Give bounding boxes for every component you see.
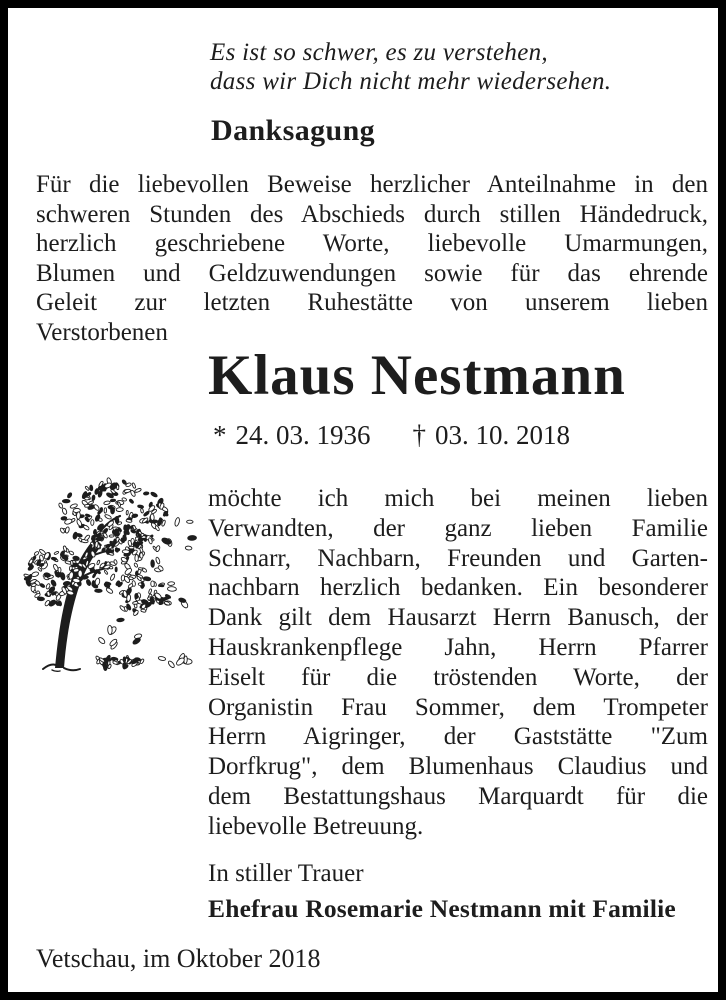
text-line: Dorfkrug", dem Blumenhaus Claudius und	[208, 753, 708, 781]
text-line: Schnarr, Nachbarn, Freunden und Garten-	[208, 544, 708, 572]
intro-paragraph	[36, 170, 708, 347]
thanks-paragraph	[208, 484, 708, 842]
text-line: herzlich geschriebene Worte, liebevolle Umarmungen,	[36, 230, 708, 257]
text-line: Dank gilt dem Hausarzt Herrn Banusch, der	[208, 604, 708, 632]
death-date: 03. 10. 2018	[435, 420, 570, 450]
text-line: schweren Stunden des Abschieds durch stillen Händedruck,	[36, 200, 708, 228]
text-line: liebevolle Betreuung.	[208, 812, 424, 840]
text-line: Blumen und Geldzuwendungen sowie für das ehrende	[36, 259, 708, 287]
closing-line: In stiller Trauer	[208, 860, 364, 887]
text-line: Geleit zur letzten Ruhestätte von unserem lieben	[36, 289, 708, 316]
memorial-quote	[210, 38, 611, 96]
place-date-line: Vetschau, im Oktober 2018	[36, 944, 321, 973]
family-signature: Ehefrau Rosemarie Nestmann mit Familie	[208, 894, 676, 923]
text-line: nachbarn herzlich bedanken. Ein besonderer	[208, 574, 708, 602]
tree-svg	[22, 466, 204, 674]
text-line: Hauskrankenpflege Jahn, Herrn Pfarrer	[208, 633, 708, 661]
text-line: Verwandten, der ganz lieben Familie	[208, 514, 708, 542]
text-line: Eiselt für die tröstenden Worte, der	[208, 663, 708, 691]
death-cross-symbol: †	[412, 420, 426, 450]
text-line: Es ist so schwer, es zu verstehen,	[210, 39, 548, 66]
deceased-name: Klaus Nestmann	[208, 344, 626, 407]
text-line: dem Bestattungshaus Marquardt für die	[208, 782, 708, 810]
text-line: Für die liebevollen Beweise herzlicher Anteilnahme in den	[36, 171, 708, 198]
birth-date: 24. 03. 1936	[235, 420, 371, 450]
text-line: dass wir Dich nicht mehr wiedersehen.	[210, 68, 612, 95]
life-dates	[213, 420, 570, 451]
text-line: Verstorbenen	[36, 318, 168, 346]
text-line: möchte ich mich bei meinen lieben	[208, 485, 708, 512]
text-line: Organistin Frau Sommer, dem Trompeter	[208, 693, 708, 721]
death-date-group	[413, 420, 571, 451]
birth-date-group	[213, 420, 371, 451]
text-line: Herrn Aigringer, der Gaststätte "Zum	[208, 723, 708, 751]
autumn-tree-illustration	[22, 466, 204, 674]
born-star-symbol: *	[213, 420, 227, 450]
notice-heading: Danksagung	[211, 114, 376, 147]
